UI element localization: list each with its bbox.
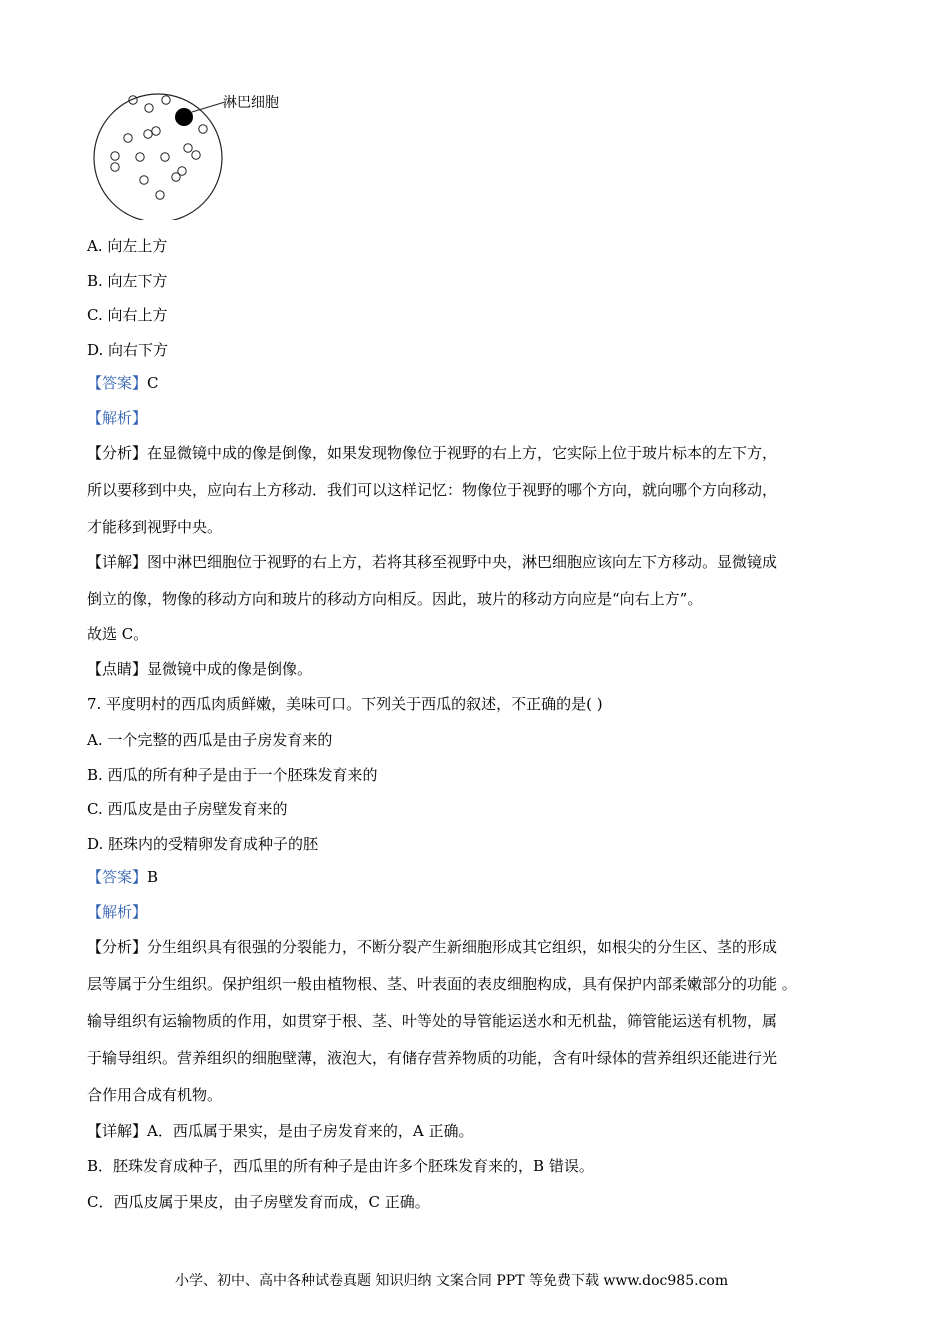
q7-xiangjie-line [87,1121,473,1141]
q7-option-b: B. 西瓜的所有种子是由于一个胚珠发育来的 [87,766,378,784]
fenxi-tag: 【分析】 [87,444,148,462]
dianjing-tag: 【点睛】 [87,660,148,678]
answer-value: B [147,868,159,886]
q7-xiangjie-line: B．胚珠发育成种子，西瓜里的所有种子是由许多个胚珠发育来的，B 错误。 [87,1157,594,1175]
lymphocyte-label: 淋巴细胞 [223,95,279,111]
q6-option-b: B. 向左下方 [87,272,168,290]
cell [184,144,192,152]
cell [144,130,152,138]
answer-tag: 【答案】 [87,868,148,886]
q6-fenxi-line [87,443,777,463]
xiangjie-text: 图中淋巴细胞位于视野的右上方，若将其移至视野中央，淋巴细胞应该向左下方移动。显微镜成 [147,553,778,571]
q7-fenxi-line [87,937,777,957]
q6-fenxi-line: 才能移到视野中央。 [87,518,223,536]
fenxi-text: 在显微镜中成的像是倒像，如果发现物像位于视野的右上方，它实际上位于玻片标本的左下方， [147,444,778,462]
field-of-view-circle [94,94,222,220]
q6-xiangjie-line [87,552,777,572]
cell [172,173,180,181]
q6-option-d: D. 向右下方 [87,341,169,359]
q7-fenxi-line: 合作用合成有机物。 [87,1086,223,1104]
q7-analysis-tag: 【解析】 [87,903,148,921]
answer-value: C [147,374,159,392]
xiangjie-text: A．西瓜属于果实，是由子房发育来的，A 正确。 [147,1122,474,1140]
cell [161,153,169,161]
q6-xiangjie-line: 倒立的像，物像的移动方向和玻片的移动方向相反。因此，玻片的移动方向应是“向右上方”。 [87,590,703,608]
cell [145,104,153,112]
cell [124,134,132,142]
q6-fenxi-line: 所以要移到中央，应向右上方移动．我们可以这样记忆：物像位于视野的哪个方向，就向哪个方向移动， [87,481,778,499]
xiangjie-tag: 【详解】 [87,1122,148,1140]
q7-option-d: D. 胚珠内的受精卵发育成种子的胚 [87,835,319,853]
fenxi-text: 分生组织具有很强的分裂能力，不断分裂产生新细胞形成其它组织，如根尖的分生区、茎的形成 [147,938,778,956]
page-footer: 小学、初中、高中各种试卷真题 知识归纳 文案合同 PPT 等免费下载 www.doc985.com [175,1273,729,1289]
cell [136,153,144,161]
q7-fenxi-line: 于输导组织。营养组织的细胞壁薄，液泡大，有储存营养物质的功能，含有叶绿体的营养组织还能进行光 [87,1049,778,1067]
q7-fenxi-line: 层等属于分生组织。保护组织一般由植物根、茎、叶表面的表皮细胞构成，具有保护内部柔嫩部分的功能 。 [87,975,797,993]
cell [111,163,119,171]
cell [111,152,119,160]
q6-option-a: A. 向左上方 [87,237,168,255]
answer-tag: 【答案】 [87,374,148,392]
q6-analysis-tag: 【解析】 [87,409,148,427]
cell [199,125,207,133]
microscope-view-figure [85,80,325,220]
q6-dianjing-line [87,659,312,679]
cell [156,191,164,199]
cell [152,127,160,135]
lymphocyte [175,108,193,126]
cell [192,151,200,159]
q7-option-c: C. 西瓜皮是由子房壁发育来的 [87,800,288,818]
q6-choose: 故选 C。 [87,625,149,643]
q6-option-c: C. 向右上方 [87,306,168,324]
q7-fenxi-line: 输导组织有运输物质的作用，如贯穿于根、茎、叶等处的导管能运送水和无机盐，筛管能运送有机物，属 [87,1012,778,1030]
q7-option-a: A. 一个完整的西瓜是由子房发育来的 [87,731,333,749]
xiangjie-tag: 【详解】 [87,553,148,571]
cell [162,96,170,104]
dianjing-text: 显微镜中成的像是倒像。 [147,660,313,678]
cell [140,176,148,184]
q7-answer [87,867,158,887]
q7-xiangjie-line: C．西瓜皮属于果皮，由子房壁发育而成，C 正确。 [87,1193,430,1211]
fenxi-tag: 【分析】 [87,938,148,956]
q7-stem: 7. 平度明村的西瓜肉质鲜嫩，美味可口。下列关于西瓜的叙述，不正确的是( ) [87,695,603,713]
q6-answer [87,373,159,393]
